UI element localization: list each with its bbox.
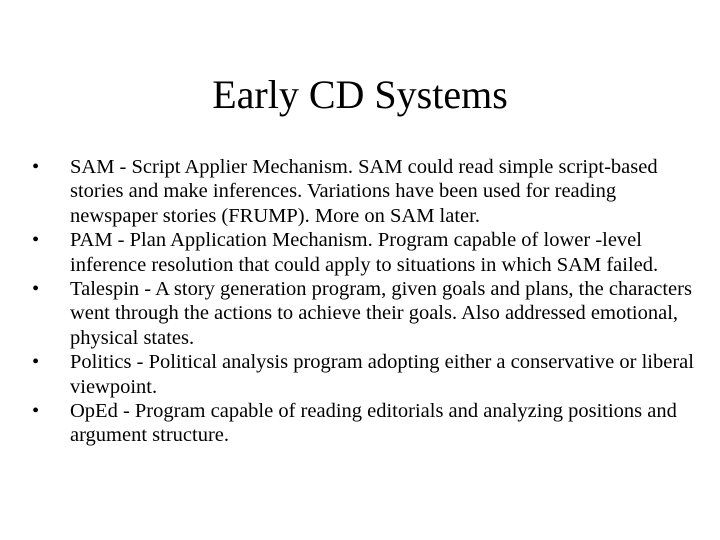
bullet-icon: •	[32, 156, 40, 178]
bullet-text: OpEd - Program capable of reading editorials and analyzing positions and argument structure.	[70, 400, 677, 447]
slide-title: Early CD Systems	[212, 72, 508, 117]
bullet-icon: •	[32, 229, 40, 252]
bullet-item-oped	[32, 399, 702, 448]
bullet-item-politics	[32, 350, 702, 399]
bullet-text: Politics - Political analysis program adopting either a conservative or liberal viewpoint.	[70, 351, 694, 398]
bullet-item-sam	[32, 155, 702, 228]
bullet-text: Talespin - A story generation program, given goals and plans, the characters went through the actions to achieve their goals. Also addressed emotional, physical states.	[70, 278, 692, 349]
bullet-icon: •	[32, 351, 40, 374]
bullet-icon: •	[32, 400, 40, 423]
bullet-list	[32, 155, 702, 448]
bullet-item-pam	[32, 228, 702, 277]
bullet-icon: •	[32, 278, 40, 301]
bullet-text: PAM - Plan Application Mechanism. Program capable of lower -level inference resolution that could apply to situations in which SAM failed.	[70, 229, 659, 276]
bullet-item-talespin	[32, 277, 702, 350]
bullet-text: SAM - Script Applier Mechanism. SAM could read simple script-based stories and make inferences. Variations have been used for reading newspaper stories (FRUMP). More on SAM later.	[70, 156, 658, 227]
